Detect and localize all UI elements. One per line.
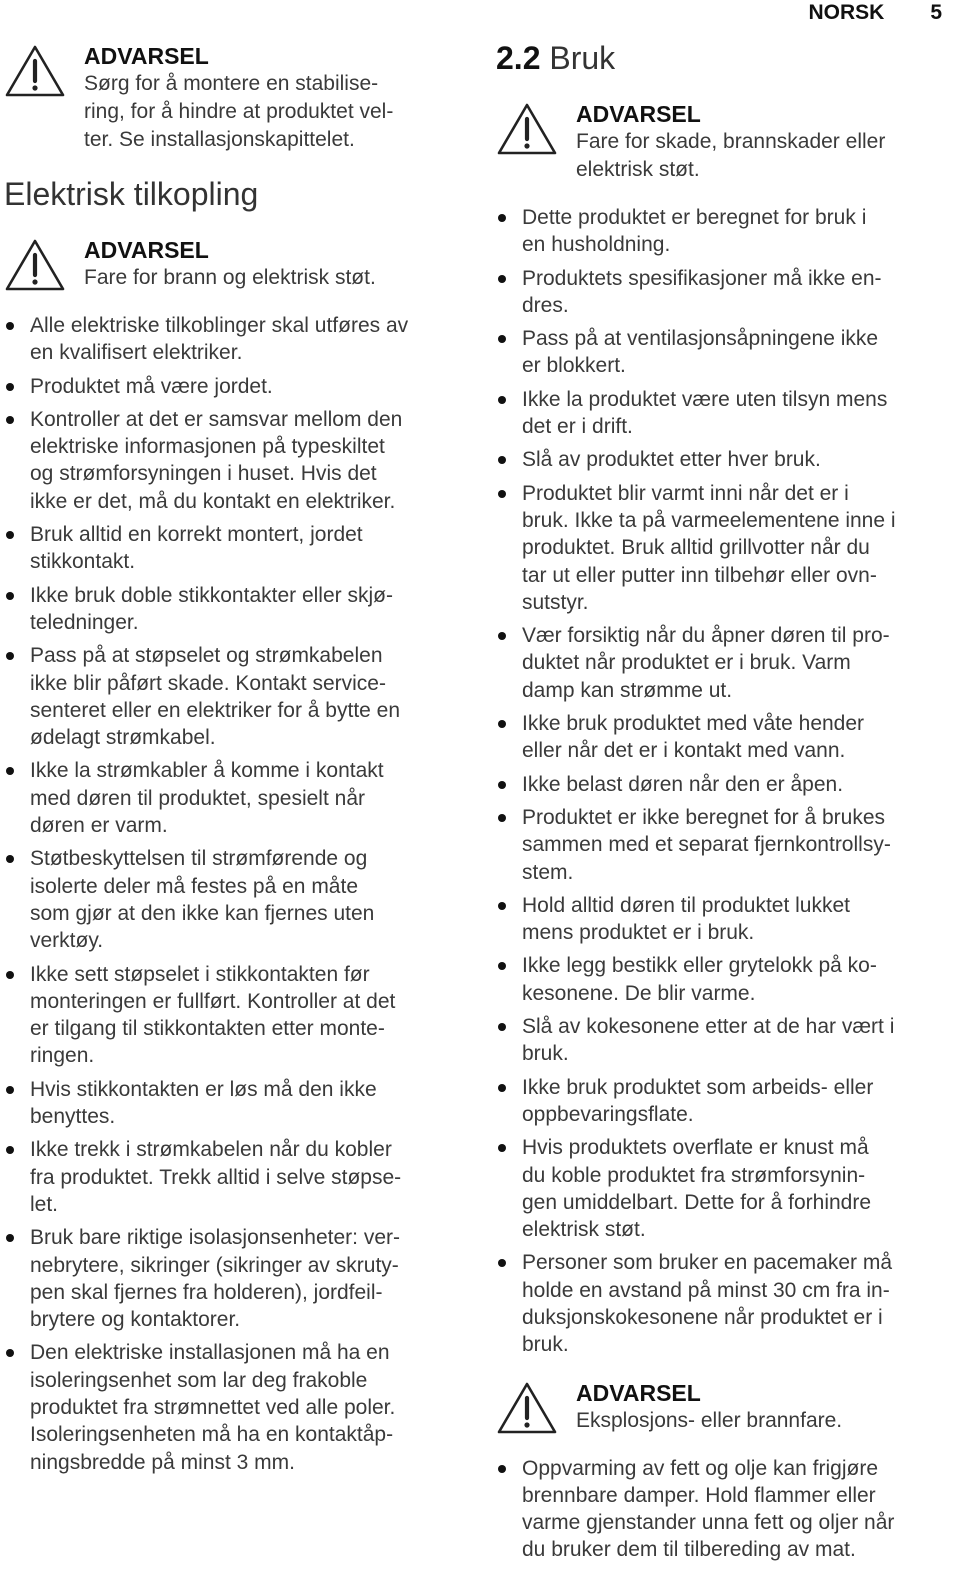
list-item-line: ningsbredde på minst 3 mm.: [30, 1450, 295, 1474]
list-item-line: stem.: [522, 860, 574, 884]
list-item-line: fra produktet. Trekk alltid i selve støpse-: [30, 1165, 402, 1189]
bullet-icon: [498, 1259, 506, 1267]
warning-title: ADVARSEL: [84, 237, 209, 263]
list-item-line: benyttes.: [30, 1105, 116, 1129]
list-item-line: Pass på at støpselet og strømkabelen: [30, 644, 383, 668]
list-item-line: Produktet må være jordet.: [30, 374, 273, 398]
list-item: [496, 1249, 954, 1358]
list-item-line: Ikke la strømkabler å komme i kontakt: [30, 759, 384, 783]
list-item-line: elektrisk støt.: [522, 1218, 646, 1242]
list-item-line: Hold alltid døren til produktet lukket: [522, 893, 850, 917]
bullet-icon: [6, 1086, 14, 1094]
section-title-electrical: Elektrisk tilkopling: [4, 176, 259, 212]
list-item-line: bruk.: [522, 1333, 569, 1357]
list-item-line: som gjør at den ikke kan fjernes uten: [30, 901, 375, 925]
list-item: [496, 480, 954, 616]
list-item-line: med døren til produktet, spesielt når: [30, 786, 365, 810]
list-item-line: Støtbeskyttelsen til strømførende og: [30, 847, 368, 871]
list-item-line: Dette produktet er beregnet for bruk i: [522, 206, 867, 229]
list-item: [496, 710, 954, 765]
bullet-icon: [6, 416, 14, 424]
bullet-icon: [498, 490, 506, 498]
list-item-line: isolerte deler må festes på en måte: [30, 874, 359, 898]
list-item-line: Personer som bruker en pacemaker må: [522, 1251, 892, 1275]
list-item: [496, 622, 954, 704]
list-item: [496, 1074, 954, 1129]
list-item-line: eller når det er i kontakt med vann.: [522, 739, 846, 763]
language-label: NORSK: [808, 1, 885, 24]
list-item-line: dres.: [522, 293, 569, 317]
list-item: [4, 312, 474, 367]
list-item-line: Ikke bruk produktet med våte hender: [522, 712, 865, 736]
list-item-line: er blokkert.: [522, 354, 626, 378]
bullet-icon: [498, 814, 506, 822]
section-title-text: Bruk: [549, 40, 616, 76]
list-item-line: Ikke bruk doble stikkontakter eller skjø-: [30, 583, 393, 607]
list-item-line: pen skal fjernes fra holderen), jordfeil-: [30, 1280, 383, 1304]
bullet-icon: [498, 962, 506, 970]
warning-body: Fare for brann og elektrisk støt.: [84, 266, 376, 289]
list-item-line: bruk. Ikke ta på varmeelementene inne i: [522, 508, 896, 532]
list-item-line: senteret eller en elektriker for å bytte en: [30, 698, 401, 722]
bullet-icon: [6, 971, 14, 979]
list-item: [4, 961, 474, 1070]
bullet-list-electrical: [4, 312, 474, 1476]
list-item-line: Alle elektriske tilkoblinger skal utføres av: [30, 314, 409, 337]
warning-title: ADVARSEL: [576, 101, 701, 127]
bullet-icon: [6, 531, 14, 539]
list-item-line: stikkontakt.: [30, 550, 136, 574]
bullet-icon: [498, 902, 506, 910]
list-item-line: Hvis stikkontakten er løs må den ikke: [30, 1077, 377, 1101]
bullet-list-use: [496, 204, 954, 1359]
list-item-line: kesonene. De blir varme.: [522, 981, 756, 1005]
bullet-icon: [6, 767, 14, 775]
bullet-icon: [498, 1084, 506, 1092]
list-item: [4, 582, 474, 637]
list-item-line: ikke er det, må du kontakt en elektriker.: [30, 489, 396, 513]
list-item-line: en husholdning.: [522, 233, 671, 257]
list-item-line: Produktets spesifikasjoner må ikke en-: [522, 266, 882, 290]
list-item-line: Bruk bare riktige isolasjonsenheter: ver-: [30, 1226, 401, 1250]
warning-injury: [496, 96, 954, 184]
list-item-line: let.: [30, 1192, 59, 1216]
list-item-line: er tilgang til stikkontakten etter monte-: [30, 1017, 385, 1041]
bullet-icon: [6, 1146, 14, 1154]
list-item-line: bruk.: [522, 1042, 569, 1066]
list-item: [4, 1224, 474, 1333]
warning-body: Sørg for å montere en stabilise- ring, for å hindre at produktet vel- ter. Se installasjonskapittelet.: [84, 72, 394, 151]
bullet-icon: [498, 1465, 506, 1473]
bullet-icon: [498, 632, 506, 640]
bullet-icon: [498, 1144, 506, 1152]
list-item-line: det er i drift.: [522, 415, 633, 439]
section-title-use: [496, 38, 954, 78]
list-item-line: sutstyr.: [522, 590, 589, 614]
list-item: [4, 521, 474, 576]
list-item: [4, 642, 474, 751]
page-header: [808, 0, 942, 26]
list-item-line: holde en avstand på minst 30 cm fra in-: [522, 1278, 890, 1302]
list-item: [4, 373, 474, 400]
list-item-line: ringen.: [30, 1044, 95, 1068]
list-item-line: Slå av produktet etter hver bruk.: [522, 448, 821, 472]
list-item: [496, 1455, 954, 1564]
list-item-line: nebrytere, sikringer (sikringer av skruty-: [30, 1253, 399, 1277]
list-item-line: Bruk alltid en korrekt montert, jordet: [30, 523, 363, 547]
bullet-icon: [6, 855, 14, 863]
list-item-line: monteringen er fullført. Kontroller at det: [30, 989, 396, 1013]
list-item-line: Pass på at ventilasjonsåpningene ikke: [522, 327, 879, 351]
right-column: [496, 38, 954, 1580]
list-item-line: Vær forsiktig når du åpner døren til pro-: [522, 624, 890, 648]
list-item-line: oppbevaringsflate.: [522, 1102, 694, 1126]
list-item-line: Hvis produktets overflate er knust må: [522, 1136, 869, 1160]
list-item: [4, 757, 474, 839]
bullet-icon: [498, 214, 506, 222]
warning-title: ADVARSEL: [84, 43, 209, 69]
list-item-line: duktet når produktet er i bruk. Varm: [522, 651, 851, 675]
list-item: [496, 804, 954, 886]
list-item: [496, 265, 954, 320]
list-item: [496, 325, 954, 380]
list-item-line: produktet. Bruk alltid grillvotter når du: [522, 536, 870, 560]
warning-body: Fare for skade, brannskader eller elektrisk støt.: [576, 130, 886, 181]
bullet-icon: [6, 652, 14, 660]
list-item-line: en kvalifisert elektriker.: [30, 341, 243, 365]
warning-electrical: [4, 232, 474, 292]
list-item: [496, 952, 954, 1007]
list-item-line: brennbare damper. Hold flammer eller: [522, 1483, 876, 1507]
list-item-line: Ikke legg bestikk eller grytelokk på ko-: [522, 954, 877, 978]
bullet-icon: [498, 275, 506, 283]
list-item-line: Ikke la produktet være uten tilsyn mens: [522, 387, 888, 411]
bullet-icon: [498, 456, 506, 464]
list-item: [496, 1013, 954, 1068]
page-number: 5: [930, 1, 942, 24]
list-item: [4, 1339, 474, 1475]
list-item-line: ikke blir påført skade. Kontakt service-: [30, 671, 386, 695]
list-item-line: mens produktet er i bruk.: [522, 921, 755, 945]
list-item-line: tar ut eller putter inn tilbehør eller ovn-: [522, 563, 877, 587]
bullet-icon: [498, 396, 506, 404]
warning-title: ADVARSEL: [576, 1379, 701, 1406]
list-item-line: Ikke trekk i strømkabelen når du kobler: [30, 1138, 392, 1162]
warning-stabiliser: [4, 38, 474, 154]
list-item-line: gen umiddelbart. Dette for å forhindre: [522, 1190, 872, 1214]
list-item-line: produktet fra strømnettet ved alle poler.: [30, 1395, 396, 1419]
warning-triangle-icon: [4, 44, 70, 98]
list-item-line: teledninger.: [30, 610, 139, 634]
list-item: [496, 771, 954, 798]
bullet-icon: [498, 1023, 506, 1031]
list-item-line: verktøy.: [30, 929, 104, 953]
list-item: [496, 204, 954, 259]
list-item-line: duksjonskokesonene når produktet er i: [522, 1305, 883, 1329]
list-item: [496, 386, 954, 441]
list-item-line: du koble produktet fra strømforsynin-: [522, 1163, 866, 1187]
warning-explosion: [496, 1375, 954, 1435]
list-item-line: Ikke belast døren når den er åpen.: [522, 772, 844, 796]
list-item-line: Ikke sett støpselet i stikkontakten før: [30, 962, 370, 986]
list-item-line: du bruker dem til tilbereding av mat.: [522, 1538, 856, 1562]
list-item: [4, 1076, 474, 1131]
warning-body: Eksplosjons- eller brannfare.: [576, 1408, 843, 1432]
bullet-icon: [6, 322, 14, 330]
list-item: [496, 446, 954, 473]
list-item: [4, 845, 474, 954]
list-item-line: varme gjenstander unna fett og oljer når: [522, 1511, 895, 1535]
list-item-line: brytere og kontaktorer.: [30, 1308, 241, 1332]
list-item: [4, 1136, 474, 1218]
bullet-list-fat: [496, 1455, 954, 1564]
warning-triangle-icon: [4, 238, 70, 292]
list-item-line: Kontroller at det er samsvar mellom den: [30, 407, 403, 431]
list-item-line: Slå av kokesonene etter at de har vært i: [522, 1015, 895, 1039]
list-item-line: isoleringsenhet som lar deg frakoble: [30, 1368, 368, 1392]
list-item-line: Produktet er ikke beregnet for å brukes: [522, 805, 886, 829]
list-item: [496, 892, 954, 947]
list-item: [496, 1134, 954, 1243]
list-item-line: Isoleringsenheten må ha en kontaktåp-: [30, 1423, 394, 1447]
section-number: 2.2: [496, 40, 541, 76]
list-item: [4, 406, 474, 515]
left-column: [4, 38, 474, 1492]
list-item-line: Oppvarming av fett og olje kan frigjøre: [522, 1456, 878, 1480]
list-item-line: elektriske informasjonen på typeskiltet: [30, 435, 385, 459]
bullet-icon: [6, 1234, 14, 1242]
bullet-icon: [6, 1349, 14, 1357]
list-item-line: og strømforsyningen i huset. Hvis det: [30, 462, 377, 486]
list-item-line: døren er varm.: [30, 814, 168, 838]
bullet-icon: [498, 720, 506, 728]
list-item-line: sammen med et separat fjernkontrollsy-: [522, 833, 891, 857]
bullet-icon: [498, 335, 506, 343]
warning-triangle-icon: [496, 1381, 562, 1435]
warning-triangle-icon: [496, 102, 562, 156]
list-item-line: damp kan strømme ut.: [522, 678, 733, 702]
list-item-line: ødelagt strømkabel.: [30, 726, 216, 750]
list-item-line: Produktet blir varmt inni når det er i: [522, 481, 849, 505]
bullet-icon: [6, 383, 14, 391]
bullet-icon: [6, 592, 14, 600]
bullet-icon: [498, 781, 506, 789]
list-item-line: Ikke bruk produktet som arbeids- eller: [522, 1075, 874, 1099]
list-item-line: Den elektriske installasjonen må ha en: [30, 1341, 390, 1365]
